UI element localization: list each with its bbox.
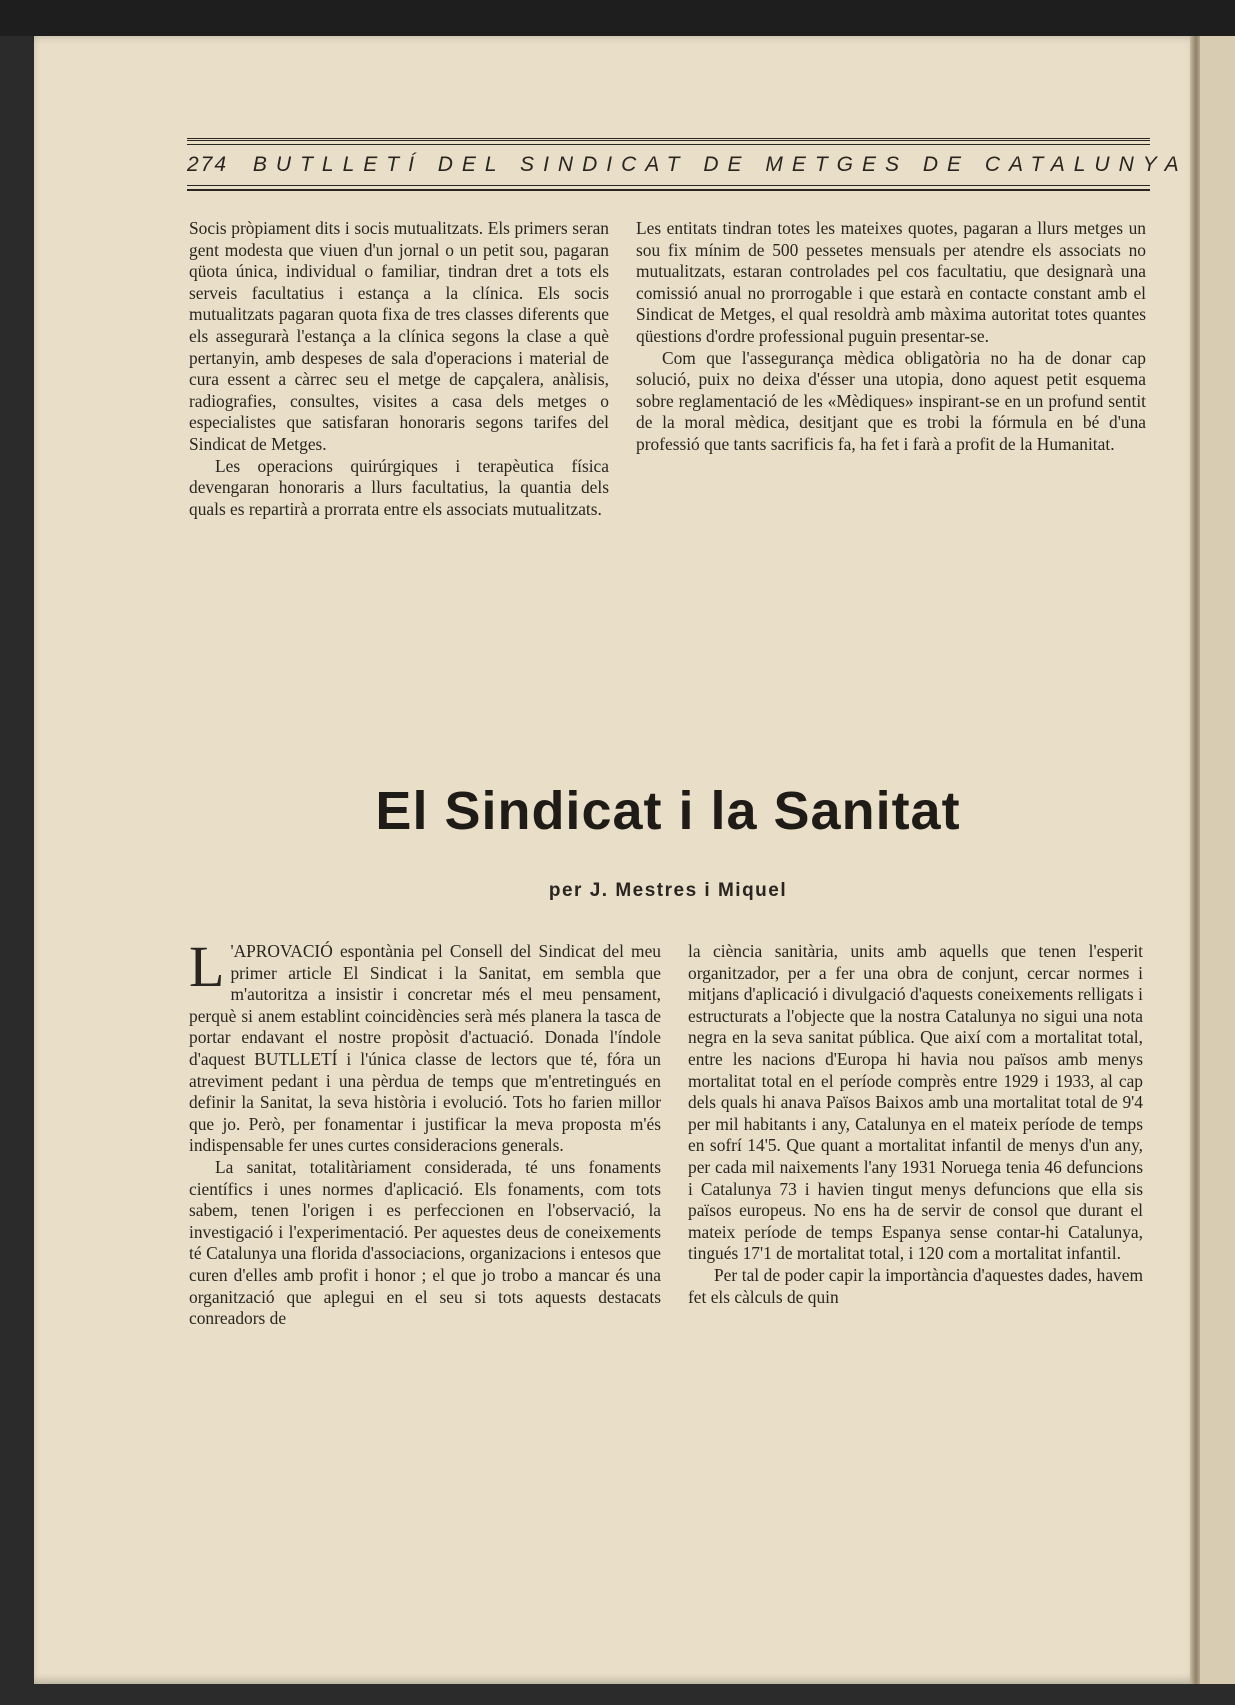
paragraph: la ciència sanitària, units amb aquells que tenen l'esperit organitzador, per a fer una obra de conjunt, cercar normes i mitjans d'aplicació i divulgació d'aquests coneixements relligats i estructurats a l'objecte que la nostra Catalunya no sigui una nota negra en la seva sanitat pública. Que així com a mortalitat total, entre les nacions d'Europa hi havia nou països amb menys mortalitat total en el període comprès entre 1929 i 1933, al cap dels quals hi anava Països Baixos amb una mortalitat total de 9'4 per mil habitants i any, Catalunya en el mateix període de temps en sofrí 14'5. Que quant a mortalitat infantil de menys d'un any, per cada mil naixements l'any 1931 Noruega tenia 46 defuncions i Catalunya 73 i havien tingut menys defuncions que ella sis països europeus. No ens ha de servir de consol que durant el mateix període de temps Espanya sense contar-hi Catalunya, tingués 17'1 de mortalitat total, i 120 com a mortalitat infantil. bbox=[688, 941, 1143, 1264]
page-number: 274 bbox=[187, 153, 229, 176]
article-right-column bbox=[688, 941, 1143, 1308]
paragraph: Les operacions quirúrgiques i terapèutica física devengaran honoraris a llurs facultatius, la quantia dels quals es repartirà a prorrata entre els associats mutualitzats. bbox=[189, 455, 609, 519]
header-rule-bottom-thick bbox=[187, 189, 1150, 191]
header-rule-top bbox=[187, 144, 1150, 145]
top-right-column bbox=[636, 218, 1146, 456]
paragraph: Les entitats tindran totes les mateixes quotes, pagaran a llurs metges un sou fix mínim de 500 pessetes mensuals per atendre els associats no mutualitzats, estaran controlades pel cos facultatiu, que designarà una comissió anual no prorrogable i que estarà en contacte constant amb el Sindicat de Metges, el qual resoldrà amb màxima autoritat totes quantes qüestions d'ordre professional puguin presentar-se. bbox=[636, 218, 1146, 346]
article-byline: per J. Mestres i Miquel bbox=[548, 880, 788, 901]
journal-title: BUTLLETÍ DEL SINDICAT DE METGES DE CATALUNYA bbox=[252, 153, 1188, 176]
article-title: El Sindicat i la Sanitat bbox=[375, 781, 961, 841]
scan-background bbox=[0, 0, 1235, 36]
lead-paragraph bbox=[189, 934, 661, 1157]
paragraph: Socis pròpiament dits i socis mutualitzats. Els primers seran gent modesta que viuen d'un jornal o un petit sou, pagaran qüota única, individual o familiar, tindran dret a tots els serveis facultatius i estança a la clínica. Els socis mutualitzats pagaran quota fixa de tres classes diferents que els assegurarà l'estança a la clínica segons la clase a què pertanyin, amb despeses de sala d'operacions i material de cura essent a càrrec seu el metge de capçalera, anàlisis, radiografies, consultes, visites a casa dels metges o especialistes que satisfaran honoraris segons tarifes del Sindicat de Metges. bbox=[189, 218, 609, 454]
lead-smallcaps: 'APROVACIÓ bbox=[230, 941, 333, 961]
article-left-column bbox=[189, 934, 661, 1330]
paragraph: Per tal de poder capir la importància d'aquestes dades, havem fet els càlculs de quin bbox=[688, 1264, 1143, 1307]
top-left-column bbox=[189, 218, 609, 520]
lead-text: espontània pel Consell del Sindicat del meu primer article El Sindicat i la Sanitat, em sembla que m'autoritza a insistir i concretar més el meu pensament, perquè si anem establint coincidències serà més planera la tasca de portar endavant el nostre propòsit d'actuació. Donada l'índole d'aquest BUTLLETÍ i l'única classe de lectors que té, fóra un atreviment pedant i una pèrdua de temps que m'entretingués en definir la Sanitat, la seva història i evolució. Tots ho farien millor que jo. Però, per fonamentar i justificar la meva proposta m'és indispensable fer unes curtes consideracions generals. bbox=[189, 941, 661, 1156]
running-header bbox=[187, 138, 1188, 191]
running-head-text bbox=[187, 153, 1188, 179]
header-rule-bottom bbox=[187, 185, 1150, 186]
paragraph: La sanitat, totalitàriament considerada, té uns fonaments científics i unes normes d'aplicació. Els fonaments, com tots sabem, tenen l'origen i es perfeccionen en l'observació, la investigació i l'experimentació. Per aquestes deus de coneixements té Catalunya una florida d'associacions, organizacions i entesos que curen d'elles amb profit i honor ; el que jo trobo a mancar és una organització que aplegui en el seu si tots aquests destacats conreadors de bbox=[189, 1156, 661, 1329]
paragraph: Com que l'assegurança mèdica obligatòria no ha de donar cap solució, puix no deixa d'ésser una utopia, dono aquest petit esquema sobre reglamentació de les «Mèdiques» inspirant-se en un profund sentit de la moral mèdica, desitjant que es trobi la fórmula en bé d'una professió que tants sacrificis fa, ha fet i farà a profit de la Humanitat. bbox=[636, 347, 1146, 454]
drop-cap: L bbox=[189, 934, 225, 999]
facing-page-edge bbox=[1200, 36, 1235, 1684]
